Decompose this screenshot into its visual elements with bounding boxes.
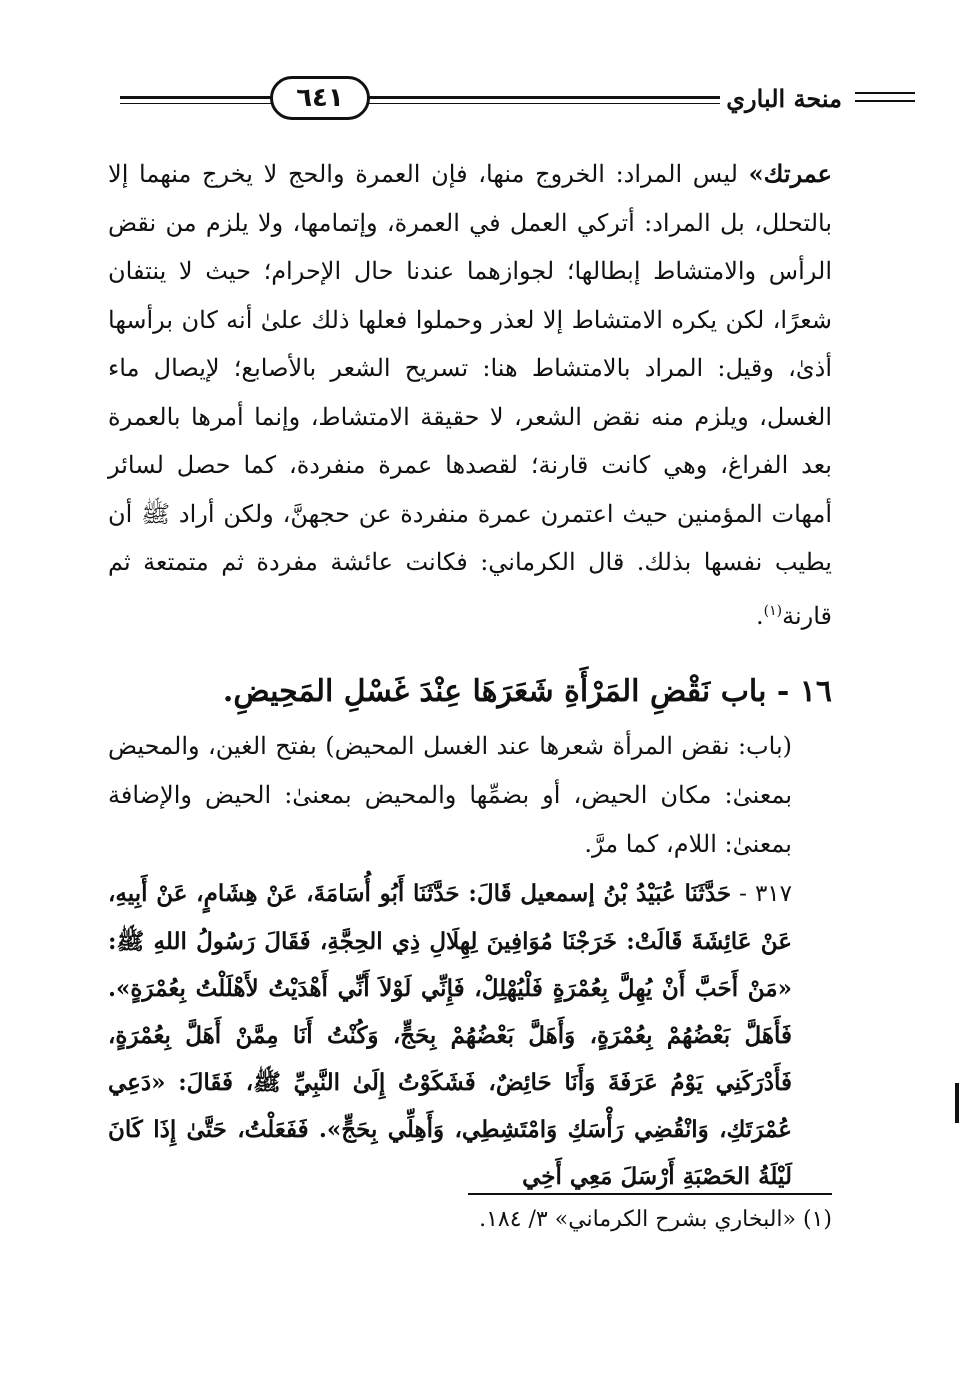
footnote-divider xyxy=(468,1193,832,1195)
page-number: ٦٤١ xyxy=(270,76,370,120)
header-rule-left xyxy=(120,96,280,99)
header-rule-left-thin xyxy=(120,103,280,104)
book-title: منحة الباري xyxy=(726,84,842,113)
commentary-lead-word: عمرتك» xyxy=(748,159,832,188)
hadith-text: حَدَّثَنَا عُبَيْدُ بْنُ إسمعيل قَالَ: حَدَّثَنَا أَبُو أُسَامَةَ، عَنْ هِشَامٍ، عَنْ أَبِيهِ، عَنْ عَائِشَةَ قَالَتْ: خَرَجْنَا مُوَافِينَ لِهِلَالِ ذِي الحِجَّةِ، فَقَالَ رَسُولُ اللهِ ﷺ: «مَنْ أَحَبَّ أَنْ يُهِلَّ بِعُمْرَةٍ فَلْيُهْلِلْ، فَإِنِّي لَوْلاَ أَنِّي أَهْدَيْتُ لأَهْلَلْتُ بِعُمْرَةٍ». فَأَهَلَّ بَعْضُهُمْ بِعُمْرَةٍ، وَأَهَلَّ بَعْضُهُمْ بِحَجٍّ، وَكُنْتُ أَنَا مِمَّنْ أَهَلَّ بِعُمْرَةٍ، فَأَدْرَكَنِي يَوْمُ عَرَفَةَ وَأَنَا حَائِضٌ، فَشَكَوْتُ إِلَىٰ النَّبِيِّ ﷺ، فَقَالَ: «دَعِي عُمْرَتَكِ، وَانْقُضِي رَأْسَكِ وَامْتَشِطِي، وَأَهِلِّي بِحَجٍّ». فَفَعَلْتُ، حَتَّىٰ إِذَا كَانَ لَيْلَةُ الحَصْبَةِ أَرْسَلَ مَعِي أَخِي xyxy=(108,880,792,1190)
hadith-block xyxy=(108,870,832,1200)
commentary-text: ليس المراد: الخروج منها، فإن العمرة والحج لا يخرج منهما إلا بالتحلل، بل المراد: أتركي العمل في العمرة، وإتمامها، ولا يلزم من نقض الرأس والامتشاط إبطالها؛ لجوازهما عندنا حال الإحرام؛ حيث لا ينتفان شعرًا، لكن يكره الامتشاط إلا لعذر وحملوا فعلها ذلك علىٰ أنه كان برأسها أذىٰ، وقيل: المراد بالامتشاط هنا: تسريح الشعر بالأصابع؛ لإيصال ماء الغسل، ويلزم منه نقض الشعر، لا حقيقة الامتشاط، وإنما أمرها بالعمرة بعد الفراغ، وهي كانت قارنة؛ لقصدها عمرة منفردة، كما حصل لسائر أمهات المؤمنين حيث اعتمرن عمرة منفردة عن حجهنَّ، ولكن أراد ﷺ أن يطيب نفسها بذلك. قال الكرماني: فكانت عائشة مفردة ثم متمتعة ثم قارنة xyxy=(108,160,832,630)
footnote-reference: (١) xyxy=(763,602,783,619)
chapter-explanation-text: (باب: نقض المرأة شعرها عند الغسل المحيض) بفتح الغين، والمحيض بمعنىٰ: مكان الحيض، أو بضمِّها والمحيض بمعنىٰ: الحيض والإضافة بمعنىٰ: اللام، كما مرَّ. xyxy=(108,732,792,858)
chapter-explanation xyxy=(108,722,832,869)
page-header xyxy=(110,70,842,130)
hadith-number: ٣١٧ - xyxy=(731,881,792,907)
footnote: (١) «البخاري بشرح الكرماني» ٣/ ١٨٤. xyxy=(479,1207,832,1232)
commentary-end: . xyxy=(755,601,764,630)
header-rule-right xyxy=(855,92,915,94)
header-rule-right-second xyxy=(855,100,915,102)
header-rule-middle xyxy=(368,96,720,99)
commentary-paragraph xyxy=(108,150,832,640)
margin-mark xyxy=(955,1083,959,1123)
header-rule-middle-thin xyxy=(368,103,720,104)
chapter-heading: ١٦ - باب نَقْضِ المَرْأَةِ شَعَرَهَا عِنْدَ غَسْلِ المَحِيضِ. xyxy=(222,674,832,709)
